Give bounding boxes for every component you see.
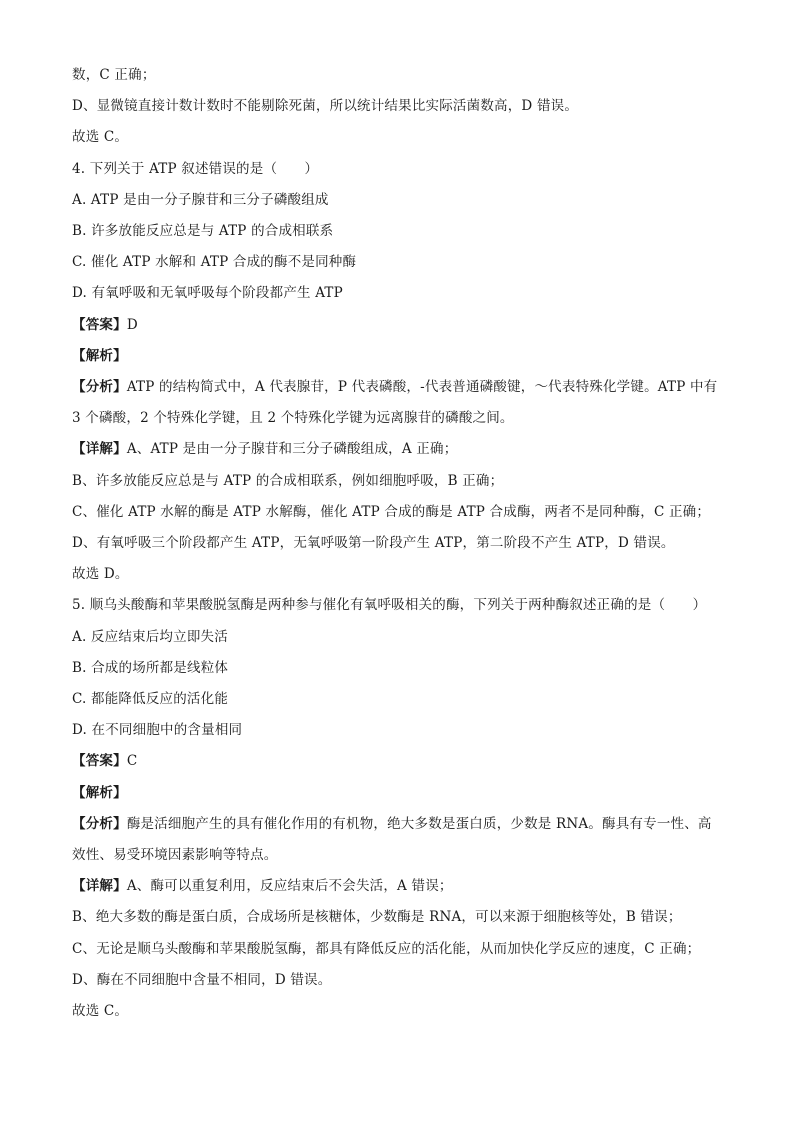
q4-xiangjie-tag: 【详解】 [72, 441, 127, 458]
q5-xiangjie-tag: 【详解】 [72, 878, 127, 895]
q5-option-b: B. 合成的场所都是线粒体 [72, 659, 229, 676]
q3-tail-line-2: D、显微镜直接计数计数时不能剔除死菌，所以统计结果比实际活菌数高，D 错误。 [72, 98, 579, 115]
q5-conclusion: 故选 C。 [72, 1003, 129, 1020]
q5-option-c: C. 都能降低反应的活化能 [72, 691, 229, 708]
q4-xiangjie-line-3: C、催化 ATP 水解的酶是 ATP 水解酶，催化 ATP 合成的酶是 ATP 合成酶，两者不是同种酶，C 正确； [72, 503, 711, 520]
q4-fenxi-line-2: 3 个磷酸，2 个特殊化学键，且 2 个特殊化学键为远离腺苷的磷酸之间。 [72, 410, 514, 427]
q5-option-d: D. 在不同细胞中的含量相同 [72, 722, 243, 739]
q5-xiangjie-line-4: D、酶在不同细胞中含量不相同，D 错误。 [72, 971, 332, 988]
q4-option-b: B. 许多放能反应总是与 ATP 的合成相联系 [72, 223, 334, 240]
q4-xiangjie-line-2: B、许多放能反应总是与 ATP 的合成相联系，例如细胞呼吸，B 正确； [72, 472, 504, 489]
q5-answer [72, 746, 732, 777]
q4-answer-value: D [126, 316, 138, 333]
q5-answer-tag: 【答案】 [72, 753, 127, 770]
q4-fenxi-line-1 [72, 372, 732, 403]
q5-xiangjie-text-1: A、酶可以重复利用，反应结束后不会失活，A 错误； [126, 878, 453, 895]
q4-xiangjie-line-4: D、有氧呼吸三个阶段都产生 ATP，无氧呼吸第一阶段产生 ATP，第二阶段不产生 ATP，D 错误。 [72, 535, 675, 552]
q4-conclusion: 故选 D。 [72, 566, 129, 583]
q3-tail-line-1: 数，C 正确； [72, 67, 156, 83]
q5-option-a: A. 反应结束后均立即失活 [72, 628, 228, 645]
q5-xiangjie-line-2: B、绝大多数的酶是蛋白质，合成场所是核糖体，少数酶是 RNA，可以来源于细胞核等处，B 错误； [72, 909, 682, 926]
q4-option-a: A. ATP 是由一分子腺苷和三分子磷酸组成 [72, 191, 329, 208]
q4-option-d: D. 有氧呼吸和无氧呼吸每个阶段都产生 ATP [72, 285, 343, 302]
q4-fenxi-text-1: ATP 的结构简式中，A 代表腺苷，P 代表磷酸，-代表普通磷酸键，～代表特殊化学键。ATP 中有 [126, 379, 718, 396]
q5-answer-value: C [126, 753, 138, 770]
q5-stem: 5. 顺乌头酸酶和苹果酸脱氢酶是两种参与催化有氧呼吸相关的酶，下列关于两种酶叙述正确的是（ ） [72, 597, 707, 614]
q4-xiangjie-text-1: A、ATP 是由一分子腺苷和三分子磷酸组成，A 正确； [126, 441, 458, 458]
document-page [72, 60, 732, 1027]
q4-option-c: C. 催化 ATP 水解和 ATP 合成的酶不是同种酶 [72, 254, 357, 271]
q5-fenxi-text-1: 酶是活细胞产生的具有催化作用的有机物，绝大多数是蛋白质，少数是 RNA。酶具有专一性、高 [126, 815, 712, 832]
q4-stem: 4. 下列关于 ATP 叙述错误的是（ ） [72, 160, 319, 177]
q5-analysis-tag: 【解析】 [72, 784, 127, 801]
q5-xiangjie-line-1 [72, 871, 732, 902]
q5-xiangjie-line-3: C、无论是顺乌头酸酶和苹果酸脱氢酶，都具有降低反应的活化能，从而加快化学反应的速度，C 正确； [72, 940, 701, 957]
q3-conclusion: 故选 C。 [72, 129, 129, 146]
q5-fenxi-line-2: 效性、易受环境因素影响等特点。 [72, 847, 278, 864]
q4-analysis-tag: 【解析】 [72, 347, 127, 364]
q4-fenxi-tag: 【分析】 [72, 379, 127, 396]
q4-xiangjie-line-1 [72, 434, 732, 465]
q4-answer [72, 310, 732, 341]
q5-fenxi-line-1 [72, 809, 732, 840]
q4-answer-tag: 【答案】 [72, 316, 127, 333]
q5-fenxi-tag: 【分析】 [72, 815, 127, 832]
